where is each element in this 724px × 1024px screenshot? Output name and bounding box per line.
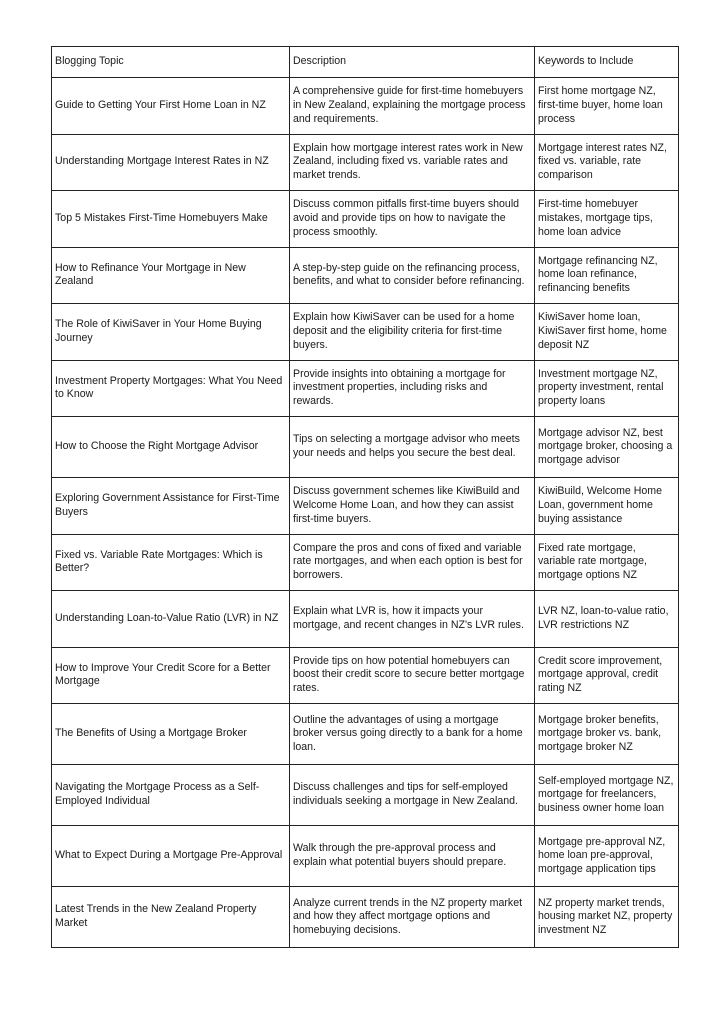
table-row bbox=[52, 647, 679, 704]
keywords-cell: Fixed rate mortgage, variable rate mortgage, mortgage options NZ bbox=[535, 534, 679, 591]
topic-cell: Navigating the Mortgage Process as a Self-Employed Individual bbox=[52, 765, 290, 826]
table-row bbox=[52, 247, 679, 304]
topic-cell: Understanding Loan-to-Value Ratio (LVR) in NZ bbox=[52, 591, 290, 648]
description-cell: A step-by-step guide on the refinancing process, benefits, and what to consider before refinancing. bbox=[290, 247, 535, 304]
description-cell: Explain how KiwiSaver can be used for a home deposit and the eligibility criteria for first-time buyers. bbox=[290, 304, 535, 361]
document-page bbox=[51, 46, 678, 948]
topic-cell: Investment Property Mortgages: What You Need to Know bbox=[52, 360, 290, 417]
table-header-row bbox=[52, 47, 679, 78]
table-row bbox=[52, 887, 679, 948]
description-cell: Tips on selecting a mortgage advisor who meets your needs and helps you secure the best deal. bbox=[290, 417, 535, 478]
topic-cell: Understanding Mortgage Interest Rates in NZ bbox=[52, 134, 290, 191]
keywords-cell: First-time homebuyer mistakes, mortgage tips, home loan advice bbox=[535, 191, 679, 248]
topic-cell: Fixed vs. Variable Rate Mortgages: Which is Better? bbox=[52, 534, 290, 591]
description-cell: Explain what LVR is, how it impacts your mortgage, and recent changes in NZ's LVR rules. bbox=[290, 591, 535, 648]
keywords-cell: Mortgage broker benefits, mortgage broker vs. bank, mortgage broker NZ bbox=[535, 704, 679, 765]
keywords-cell: KiwiBuild, Welcome Home Loan, government home buying assistance bbox=[535, 478, 679, 535]
table-row bbox=[52, 704, 679, 765]
topic-cell: How to Improve Your Credit Score for a Better Mortgage bbox=[52, 647, 290, 704]
keywords-cell: LVR NZ, loan-to-value ratio, LVR restrictions NZ bbox=[535, 591, 679, 648]
description-cell: Provide insights into obtaining a mortgage for investment properties, including risks and rewards. bbox=[290, 360, 535, 417]
header-keywords: Keywords to Include bbox=[535, 47, 679, 78]
keywords-cell: Mortgage pre-approval NZ, home loan pre-approval, mortgage application tips bbox=[535, 826, 679, 887]
header-blogging-topic: Blogging Topic bbox=[52, 47, 290, 78]
keywords-cell: Investment mortgage NZ, property investment, rental property loans bbox=[535, 360, 679, 417]
keywords-cell: Mortgage advisor NZ, best mortgage broker, choosing a mortgage advisor bbox=[535, 417, 679, 478]
table-row bbox=[52, 417, 679, 478]
description-cell: Explain how mortgage interest rates work in New Zealand, including fixed vs. variable rates and market trends. bbox=[290, 134, 535, 191]
keywords-cell: Mortgage interest rates NZ, fixed vs. variable, rate comparison bbox=[535, 134, 679, 191]
table-row bbox=[52, 304, 679, 361]
topic-cell: Latest Trends in the New Zealand Property Market bbox=[52, 887, 290, 948]
description-cell: Compare the pros and cons of fixed and variable rate mortgages, and when each option is best for borrowers. bbox=[290, 534, 535, 591]
table-row bbox=[52, 826, 679, 887]
description-cell: Outline the advantages of using a mortgage broker versus going directly to a bank for a home loan. bbox=[290, 704, 535, 765]
topic-cell: Guide to Getting Your First Home Loan in NZ bbox=[52, 78, 290, 135]
description-cell: Provide tips on how potential homebuyers can boost their credit score to secure better mortgage rates. bbox=[290, 647, 535, 704]
table-row bbox=[52, 534, 679, 591]
table-row bbox=[52, 765, 679, 826]
keywords-cell: Self-employed mortgage NZ, mortgage for freelancers, business owner home loan bbox=[535, 765, 679, 826]
keywords-cell: NZ property market trends, housing market NZ, property investment NZ bbox=[535, 887, 679, 948]
table-row bbox=[52, 191, 679, 248]
topic-cell: How to Choose the Right Mortgage Advisor bbox=[52, 417, 290, 478]
topic-cell: How to Refinance Your Mortgage in New Zealand bbox=[52, 247, 290, 304]
keywords-cell: First home mortgage NZ, first-time buyer, home loan process bbox=[535, 78, 679, 135]
table-row bbox=[52, 478, 679, 535]
topic-cell: The Role of KiwiSaver in Your Home Buying Journey bbox=[52, 304, 290, 361]
table-row bbox=[52, 78, 679, 135]
description-cell: Walk through the pre-approval process and explain what potential buyers should prepare. bbox=[290, 826, 535, 887]
description-cell: Discuss common pitfalls first-time buyers should avoid and provide tips on how to navigate the process smoothly. bbox=[290, 191, 535, 248]
topic-cell: Exploring Government Assistance for First-Time Buyers bbox=[52, 478, 290, 535]
description-cell: Analyze current trends in the NZ property market and how they affect mortgage options and homebuying decisions. bbox=[290, 887, 535, 948]
description-cell: Discuss challenges and tips for self-employed individuals seeking a mortgage in New Zealand. bbox=[290, 765, 535, 826]
table-row bbox=[52, 591, 679, 648]
keywords-cell: Credit score improvement, mortgage approval, credit rating NZ bbox=[535, 647, 679, 704]
table-row bbox=[52, 134, 679, 191]
topic-cell: The Benefits of Using a Mortgage Broker bbox=[52, 704, 290, 765]
table-row bbox=[52, 360, 679, 417]
description-cell: Discuss government schemes like KiwiBuild and Welcome Home Loan, and how they can assist first-time buyers. bbox=[290, 478, 535, 535]
header-description: Description bbox=[290, 47, 535, 78]
blogging-topics-table bbox=[51, 46, 679, 948]
topic-cell: What to Expect During a Mortgage Pre-Approval bbox=[52, 826, 290, 887]
keywords-cell: KiwiSaver home loan, KiwiSaver first home, home deposit NZ bbox=[535, 304, 679, 361]
topic-cell: Top 5 Mistakes First-Time Homebuyers Make bbox=[52, 191, 290, 248]
keywords-cell: Mortgage refinancing NZ, home loan refinance, refinancing benefits bbox=[535, 247, 679, 304]
description-cell: A comprehensive guide for first-time homebuyers in New Zealand, explaining the mortgage process and requirements. bbox=[290, 78, 535, 135]
